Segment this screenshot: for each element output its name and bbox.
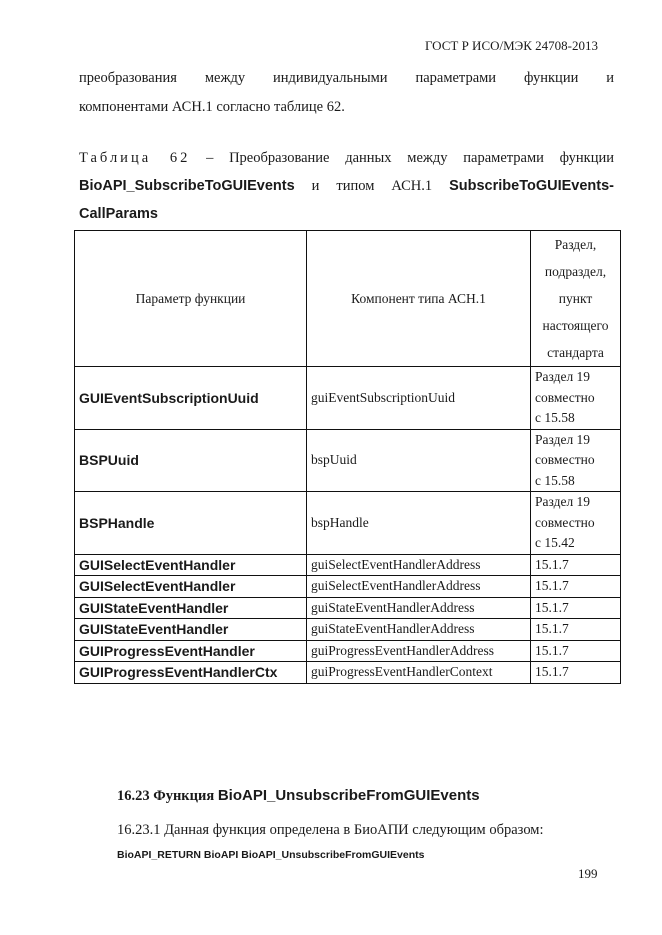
table-row [75,554,621,576]
table-row [75,640,621,662]
header-component: Компонент типа АСН.1 [307,231,531,367]
section-heading [117,787,480,805]
table-row [75,492,621,555]
intro-word: функции [523,70,579,86]
section-line: совместно [535,514,595,530]
section-line: Раздел 19 [535,369,591,384]
header-section-line: настоящего [542,318,609,333]
page-number: 199 [578,866,598,881]
section-cell [531,429,621,492]
header-param: Параметр функции [75,231,307,367]
component-cell: bspUuid [307,429,531,492]
param-cell: BSPHandle [75,492,307,555]
caption-type-name: SubscribeToGUIEvents- [449,178,614,194]
section-line: совместно [535,389,595,405]
section-number: 16.23 Функция [117,788,218,804]
param-cell: BSPUuid [75,429,307,492]
table-row [75,429,621,492]
intro-word: и [606,70,614,86]
section-cell: 15.1.7 [531,619,621,641]
section-function-name: BioAPI_UnsubscribeFromGUIEvents [217,787,480,804]
section-line: совместно [535,452,595,467]
table-row [75,597,621,619]
intro-word: параметрами [415,70,497,86]
section-cell: 15.1.7 [531,554,621,576]
component-cell: guiStateEventHandlerAddress [307,597,531,619]
param-cell: GUISelectEventHandler [75,554,307,576]
section-cell: 15.1.7 [531,597,621,619]
caption-function-name: BioAPI_SubscribeToGUIEvents [79,178,295,194]
section-line: с 15.58 [535,410,575,425]
caption-line-2 [79,172,614,200]
section-cell [531,367,621,430]
table-row [75,367,621,430]
component-cell: guiProgressEventHandlerAddress [307,640,531,662]
component-cell: guiEventSubscriptionUuid [307,367,531,430]
caption-line-1 [79,144,614,172]
section-line: с 15.58 [535,472,575,488]
table-header-row [75,231,621,367]
param-cell: GUISelectEventHandler [75,576,307,598]
table-caption [79,144,614,228]
component-cell: guiSelectEventHandlerAddress [307,554,531,576]
section-cell: 15.1.7 [531,662,621,684]
param-cell: GUIStateEventHandler [75,597,307,619]
section-cell: 15.1.7 [531,576,621,598]
param-cell: GUIStateEventHandler [75,619,307,641]
intro-word: между [204,70,246,86]
section-line: Раздел 19 [535,494,591,509]
intro-line-2: компонентами АСН.1 согласно таблице 62. [79,99,345,115]
param-cell: GUIProgressEventHandlerCtx [75,662,307,684]
table-row [75,662,621,684]
param-cell: GUIProgressEventHandler [75,640,307,662]
intro-line-1 [79,64,614,93]
header-section [531,231,621,367]
section-paragraph: 16.23.1 Данная функция определена в БиоАПИ следующим образом: [117,822,544,838]
header-section-line: подраздел, [544,264,607,279]
component-cell: bspHandle [307,492,531,555]
param-cell: GUIEventSubscriptionUuid [75,367,307,430]
header-section-line: Раздел, [554,237,597,252]
table-row [75,576,621,598]
header-section-line: пункт [558,291,593,306]
intro-word: преобразования [79,70,177,86]
conversion-table [74,230,621,684]
intro-paragraph [79,64,614,122]
header-section-line: стандарта [547,345,604,360]
caption-middle-text: и типом АСН.1 [294,178,450,194]
component-cell: guiStateEventHandlerAddress [307,619,531,641]
code-line: BioAPI_RETURN BioAPI BioAPI_UnsubscribeFromGUIEvents [117,849,425,861]
component-cell: guiSelectEventHandlerAddress [307,576,531,598]
intro-word: индивидуальными [272,70,388,86]
caption-line-3: CallParams [79,206,158,222]
running-header: ГОСТ Р ИСО/МЭК 24708-2013 [424,38,598,53]
section-line: с 15.42 [535,535,575,550]
caption-label: Таблица 62 [79,150,191,166]
caption-text: – Преобразование данных между параметрами функции [190,150,614,166]
section-line: Раздел 19 [535,431,591,447]
section-cell [531,492,621,555]
table-row [75,619,621,641]
section-cell: 15.1.7 [531,640,621,662]
component-cell: guiProgressEventHandlerContext [307,662,531,684]
